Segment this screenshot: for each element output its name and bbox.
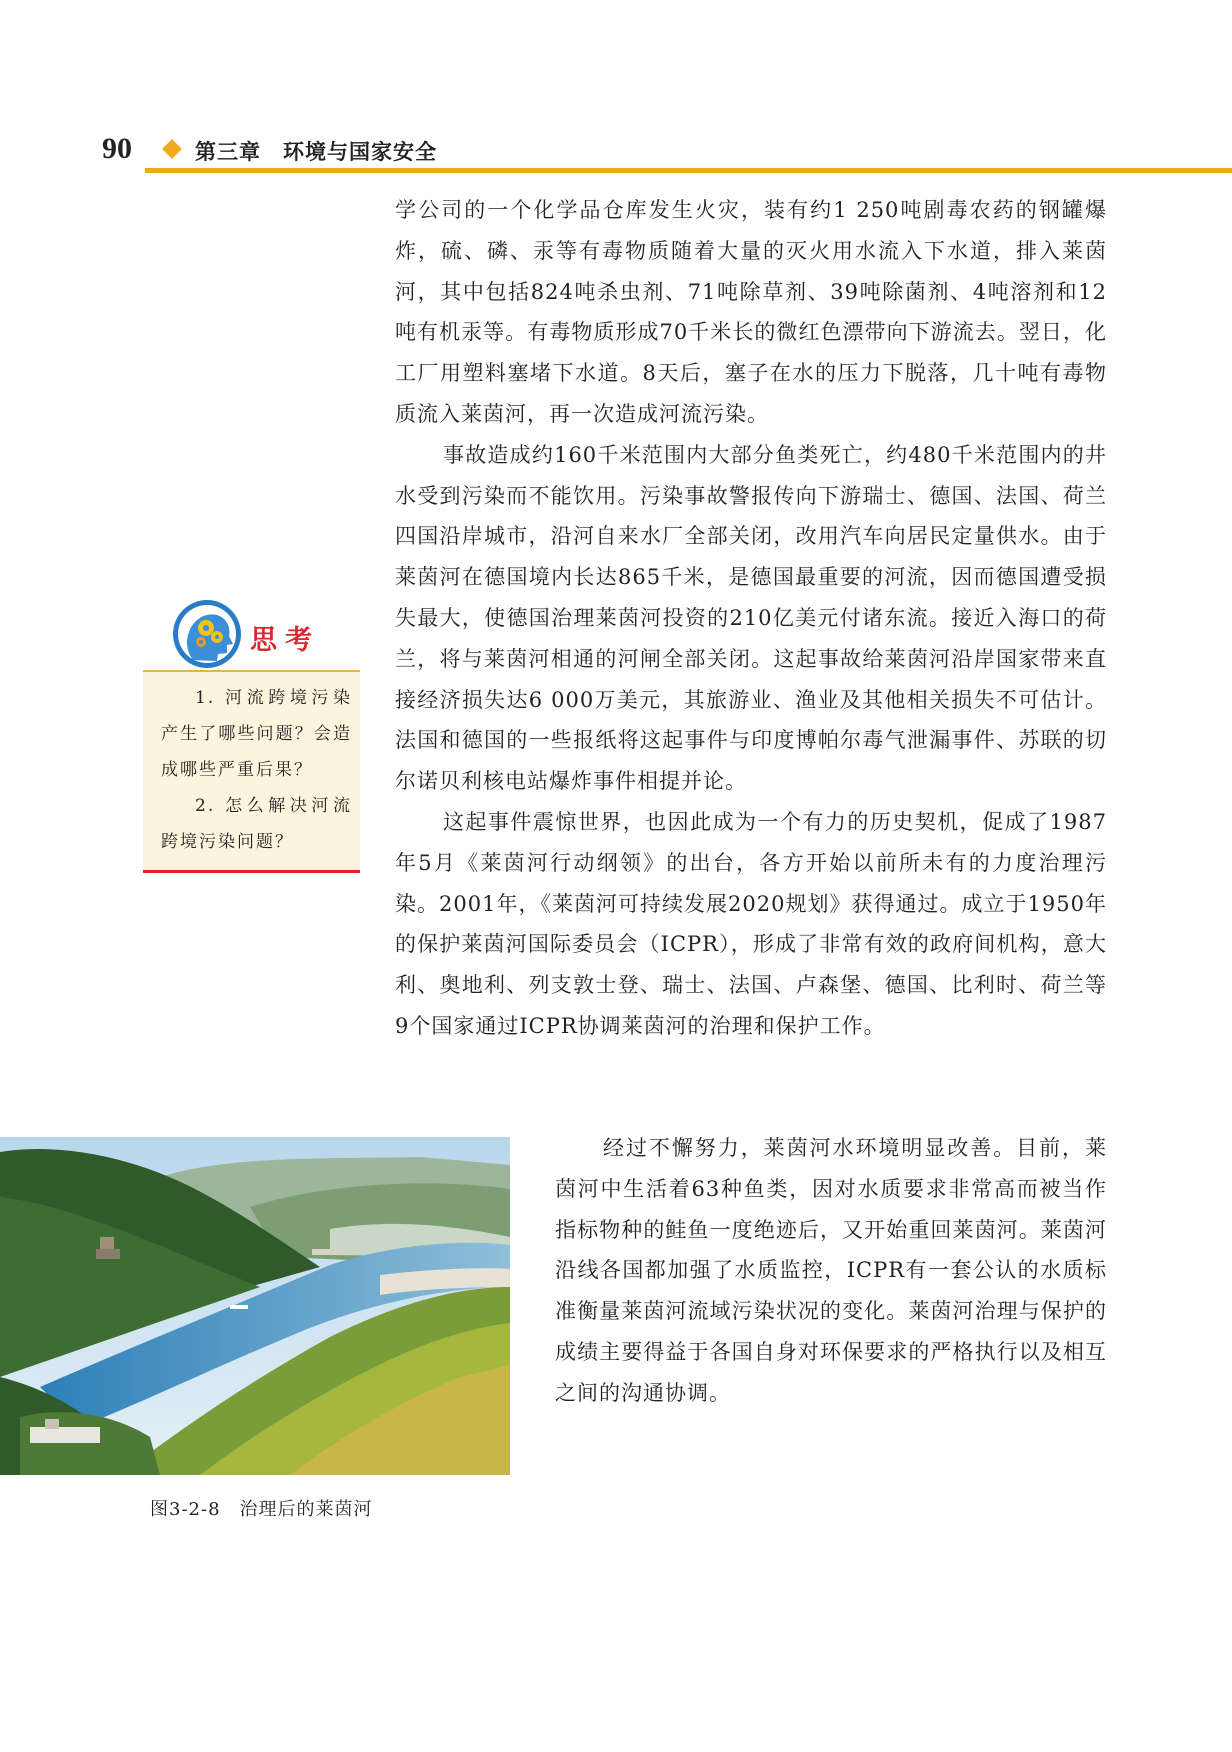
lower-text [555, 1128, 1107, 1414]
think-sidebar [143, 598, 360, 873]
think-title: 思考 [250, 625, 320, 656]
paragraph-3: 这起事件震惊世界，也因此成为一个有力的历史契机，促成了1987年5月《莱茵河行动纲领》的出台，各方开始以前所未有的力度治理污染。2001年，《莱茵河可持续发展2020规划》获得通过。成立于1950年的保护莱茵河国际委员会（ICPR），形成了非常有效的政府间机构，意大利、奥地利、列支敦士登、瑞士、法国、卢森堡、德国、比利时、荷兰等9个国家通过ICPR协调莱茵河的治理和保护工作。 [395, 809, 1107, 1038]
page-number: 90 [102, 132, 132, 165]
think-question-2: 2. 怎么解决河流跨境污染问题？ [161, 796, 352, 852]
paragraph-1: 学公司的一个化学品仓库发生火灾，装有约1 250吨剧毒农药的钢罐爆炸，硫、磷、汞等有毒物质随着大量的灭火用水流入下水道，排入莱茵河，其中包括824吨杀虫剂、71吨除草剂、39吨除菌剂、4吨溶剂和12吨有机汞等。有毒物质形成70千米长的微红色漂带向下游流去。翌日，化工厂用塑料塞堵下水道。8天后，塞子在水的压力下脱落，几十吨有毒物质流入莱茵河，再一次造成河流污染。 [395, 198, 1107, 426]
header-rule [145, 168, 1232, 173]
figure-caption: 图3-2-8 治理后的莱茵河 [150, 1499, 373, 1520]
think-question-1: 1. 河流跨境污染产生了哪些问题？会造成哪些严重后果？ [161, 688, 352, 780]
rhine-river-photo [0, 1137, 510, 1475]
chapter-title: 第三章 环境与国家安全 [195, 140, 437, 164]
paragraph-4: 经过不懈努力，莱茵河水环境明显改善。目前，莱茵河中生活着63种鱼类，因对水质要求非常高而被当作指标物种的鲑鱼一度绝迹后，又开始重回莱茵河。莱茵河沿线各国都加强了水质监控，ICPR有一套公认的水质标准衡量莱茵河流域污染状况的变化。莱茵河治理与保护的成绩主要得益于各国自身对环保要求的严格执行以及相互之间的沟通协调。 [555, 1136, 1107, 1405]
head-gears-icon [171, 598, 243, 670]
think-header [143, 598, 360, 668]
paragraph-2: 事故造成约160千米范围内大部分鱼类死亡，约480千米范围内的井水受到污染而不能饮用。污染事故警报传向下游瑞士、德国、法国、荷兰四国沿岸城市，沿河自来水厂全部关闭，改用汽车向居民定量供水。由于莱茵河在德国境内长达865千米，是德国最重要的河流，因而德国遭受损失最大，使德国治理莱茵河投资的210亿美元付诸东流。接近入海口的荷兰，将与莱茵河相通的河闸全部关闭。这起事故给莱茵河沿岸国家带来直接经济损失达6 000万美元，其旅游业、渔业及其他相关损失不可估计。法国和德国的一些报纸将这起事件与印度博帕尔毒气泄漏事件、苏联的切尔诺贝利核电站爆炸事件相提并论。 [395, 442, 1107, 794]
page-header [0, 132, 1232, 176]
think-questions [143, 670, 360, 873]
diamond-icon [162, 139, 182, 159]
main-text [395, 190, 1107, 1047]
